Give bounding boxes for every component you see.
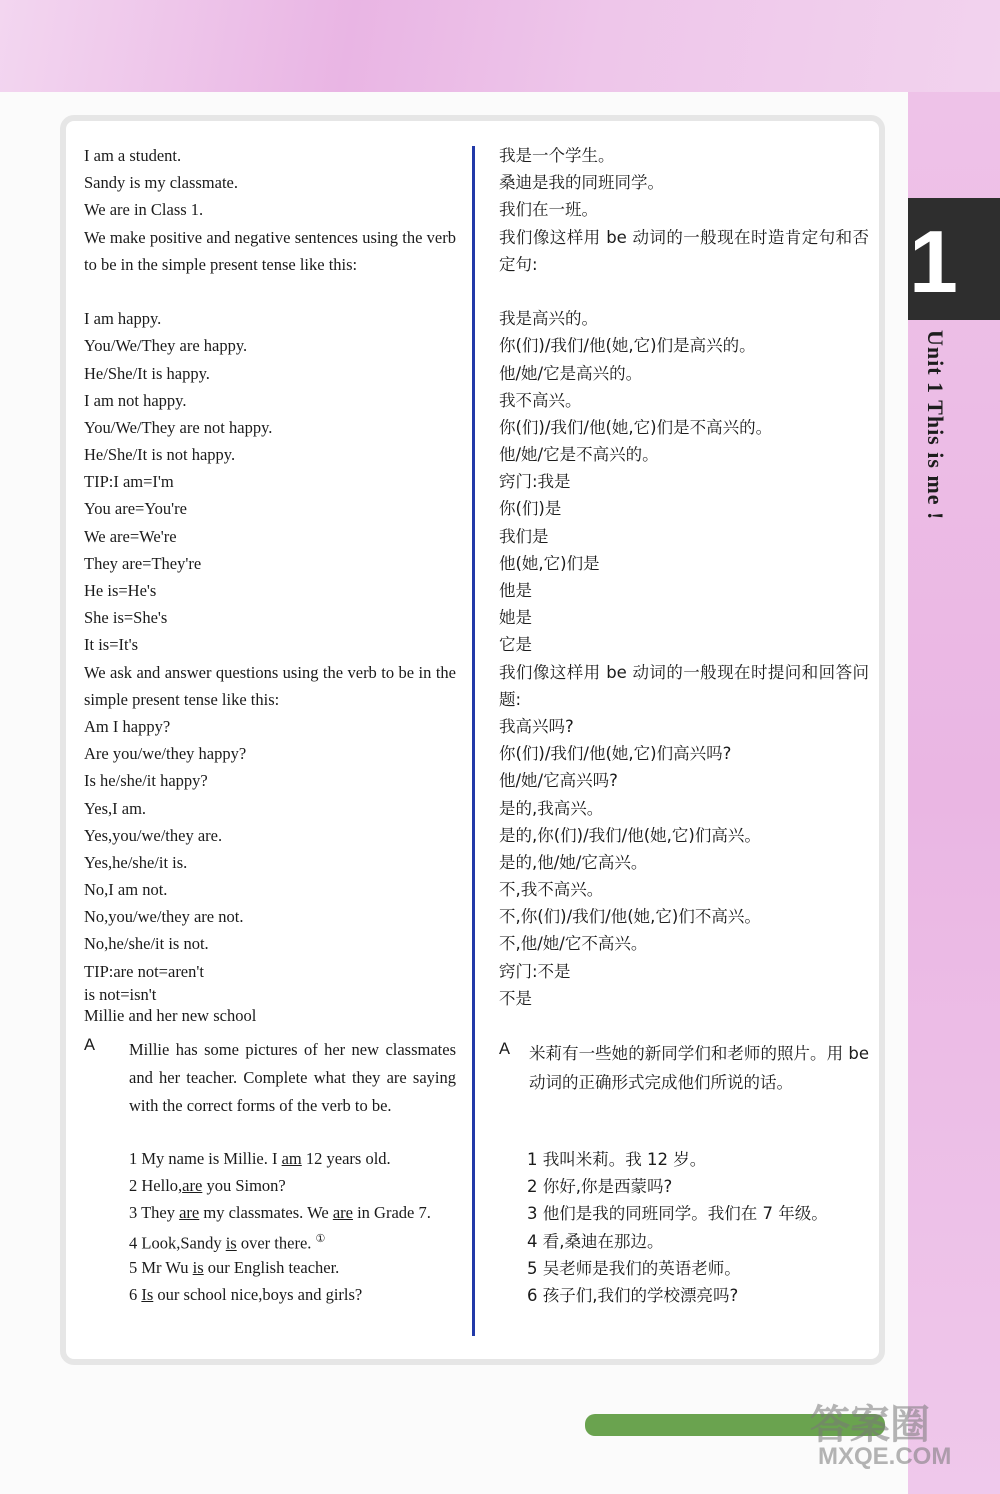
text-line: 我是一个学生。 xyxy=(499,146,615,165)
text-line: 桑迪是我的同班同学。 xyxy=(499,173,664,193)
exercise-item: 6 孩子们,我们的学校漂亮吗? xyxy=(527,1285,739,1305)
text-line: I am happy. xyxy=(84,309,162,329)
exercise-item: 1 My name is Millie. I am 12 years old. xyxy=(129,1148,391,1168)
answer: Is xyxy=(141,1284,154,1304)
answer: am xyxy=(281,1148,302,1168)
exercise-item: 3 They are my classmates. We are in Grade 7. xyxy=(129,1203,431,1223)
text-line: Yes,I am. xyxy=(84,798,147,818)
text-line: We are=We're xyxy=(84,526,177,546)
exercise-item: 4 Look,Sandy is over there. ① xyxy=(129,1233,326,1253)
text-line: We are in Class 1. xyxy=(84,200,204,220)
exercise-item: 5 吴老师是我们的英语老师。 xyxy=(527,1258,741,1278)
text-line: 是的,他/她/它高兴。 xyxy=(499,852,648,872)
tip-line: TIP:are not=aren't xyxy=(84,961,204,981)
text-line: 他是 xyxy=(499,581,532,601)
text-line: He/She/It is not happy. xyxy=(84,445,236,465)
text-line: 不,他/她/它不高兴。 xyxy=(499,934,648,954)
exercise-item: 6 Is our school nice,boys and girls? xyxy=(129,1284,363,1304)
unit-title: Unit 1 This is me ! xyxy=(923,330,948,521)
exercise-item: 5 Mr Wu is our English teacher. xyxy=(129,1257,340,1277)
text-line: 不,你(们)/我们/他(她,它)们不高兴。 xyxy=(499,907,761,927)
text-line: He/She/It is happy. xyxy=(84,363,210,383)
text-line: 他/她/它是高兴的。 xyxy=(499,363,643,383)
text-line: 他/她/它是不高兴的。 xyxy=(499,445,659,465)
exercise-letter: A xyxy=(499,1040,511,1059)
text-line: Are you/we/they happy? xyxy=(84,744,247,764)
exercise-item: 2 Hello,are you Simon? xyxy=(129,1176,286,1196)
text-line: 是的,你(们)/我们/他(她,它)们高兴。 xyxy=(499,825,761,845)
text-line: 不,我不高兴。 xyxy=(499,880,604,900)
text-line: They are=They're xyxy=(84,553,202,573)
text-line: 不是 xyxy=(499,988,532,1008)
text-line: Yes,he/she/it is. xyxy=(84,852,188,872)
text-line: I am a student. xyxy=(84,146,182,165)
text-line: 你(们)/我们/他(她,它)们是不高兴的。 xyxy=(499,417,773,437)
answer: is xyxy=(225,1233,237,1253)
text-line: Am I happy? xyxy=(84,716,171,736)
answer: are xyxy=(179,1203,200,1223)
exercise-item: 1 我叫米莉。我 12 岁。 xyxy=(527,1150,707,1170)
exercise-instruction-zh: 米莉有一些她的新同学们和老师的照片。用 be 动词的正确形式完成他们所说的话。 xyxy=(529,1044,869,1092)
exercise-item: 4 看,桑迪在那边。 xyxy=(527,1231,664,1251)
exercise-item: 2 你好,你是西蒙吗? xyxy=(527,1177,673,1197)
tip-line: 窍门:不是 xyxy=(499,961,571,981)
text-line: 她是 xyxy=(499,608,532,628)
grammar-paragraph-positive: We make positive and negative sentences using the verb to be in the simple present tense like this: xyxy=(84,227,456,274)
column-divider xyxy=(472,146,475,1336)
chinese-column xyxy=(499,142,869,1309)
exercise-letter: A xyxy=(84,1036,96,1055)
text-line: is not=isn't xyxy=(84,984,157,1004)
english-column xyxy=(84,142,456,1308)
text-line: He is=He's xyxy=(84,581,157,601)
text-line: No,I am not. xyxy=(84,880,168,900)
text-line: 我们在一班。 xyxy=(499,200,598,220)
text-line: 你(们)是 xyxy=(499,499,562,519)
text-line: 是的,我高兴。 xyxy=(499,798,604,818)
grammar-paragraph-questions-zh: 我们像这样用 be 动词的一般现在时提问和回答问题: xyxy=(499,662,869,709)
watermark-logo: 答案圈 MXQE.COM xyxy=(810,1403,952,1470)
exercise-instruction: Millie has some pictures of her new classmates and her teacher. Complete what they are saying with the correct forms of the verb to be. xyxy=(129,1040,456,1115)
exercise-a xyxy=(84,1036,456,1145)
text-line: No,he/she/it is not. xyxy=(84,934,209,954)
text-line: You/We/They are not happy. xyxy=(84,417,273,437)
text-line: 你(们)/我们/他(她,它)们高兴吗? xyxy=(499,744,732,764)
text-line: Is he/she/it happy? xyxy=(84,771,208,791)
text-line: I am not happy. xyxy=(84,390,187,410)
tip-line: 窍门:我是 xyxy=(499,472,571,492)
text-line: 它是 xyxy=(499,635,532,655)
text-line: No,you/we/they are not. xyxy=(84,907,244,927)
footnote-marker: ① xyxy=(315,1233,326,1246)
answer: are xyxy=(182,1176,203,1196)
text-line: 我们是 xyxy=(499,526,549,546)
exercise-item: 3 他们是我的同班同学。我们在 7 年级。 xyxy=(527,1204,828,1224)
answer: are xyxy=(332,1203,353,1223)
tip-line: TIP:I am=I'm xyxy=(84,472,174,492)
answer: is xyxy=(192,1257,204,1277)
unit-number: 1 xyxy=(909,212,958,311)
text-line: Yes,you/we/they are. xyxy=(84,825,223,845)
text-line: She is=She's xyxy=(84,608,168,628)
text-line: 他(她,它)们是 xyxy=(499,553,600,573)
text-line: 我是高兴的。 xyxy=(499,309,598,329)
text-line: 我不高兴。 xyxy=(499,390,582,410)
grammar-paragraph-questions: We ask and answer questions using the verb to be in the simple present tense like this: xyxy=(84,662,456,709)
text-line: It is=It's xyxy=(84,635,138,655)
text-line: 我高兴吗? xyxy=(499,716,574,736)
grammar-paragraph-positive-zh: 我们像这样用 be 动词的一般现在时造肯定句和否定句: xyxy=(499,227,869,274)
text-line: You are=You're xyxy=(84,499,187,519)
exercise-a-zh xyxy=(499,1040,869,1146)
text-line: You/We/They are happy. xyxy=(84,336,248,356)
text-line: Sandy is my classmate. xyxy=(84,173,238,193)
text-line: 他/她/它高兴吗? xyxy=(499,771,618,791)
text-line: 你(们)/我们/他(她,它)们是高兴的。 xyxy=(499,336,756,356)
section-heading: Millie and her new school xyxy=(84,1005,257,1025)
decorative-top-band xyxy=(0,0,1000,92)
